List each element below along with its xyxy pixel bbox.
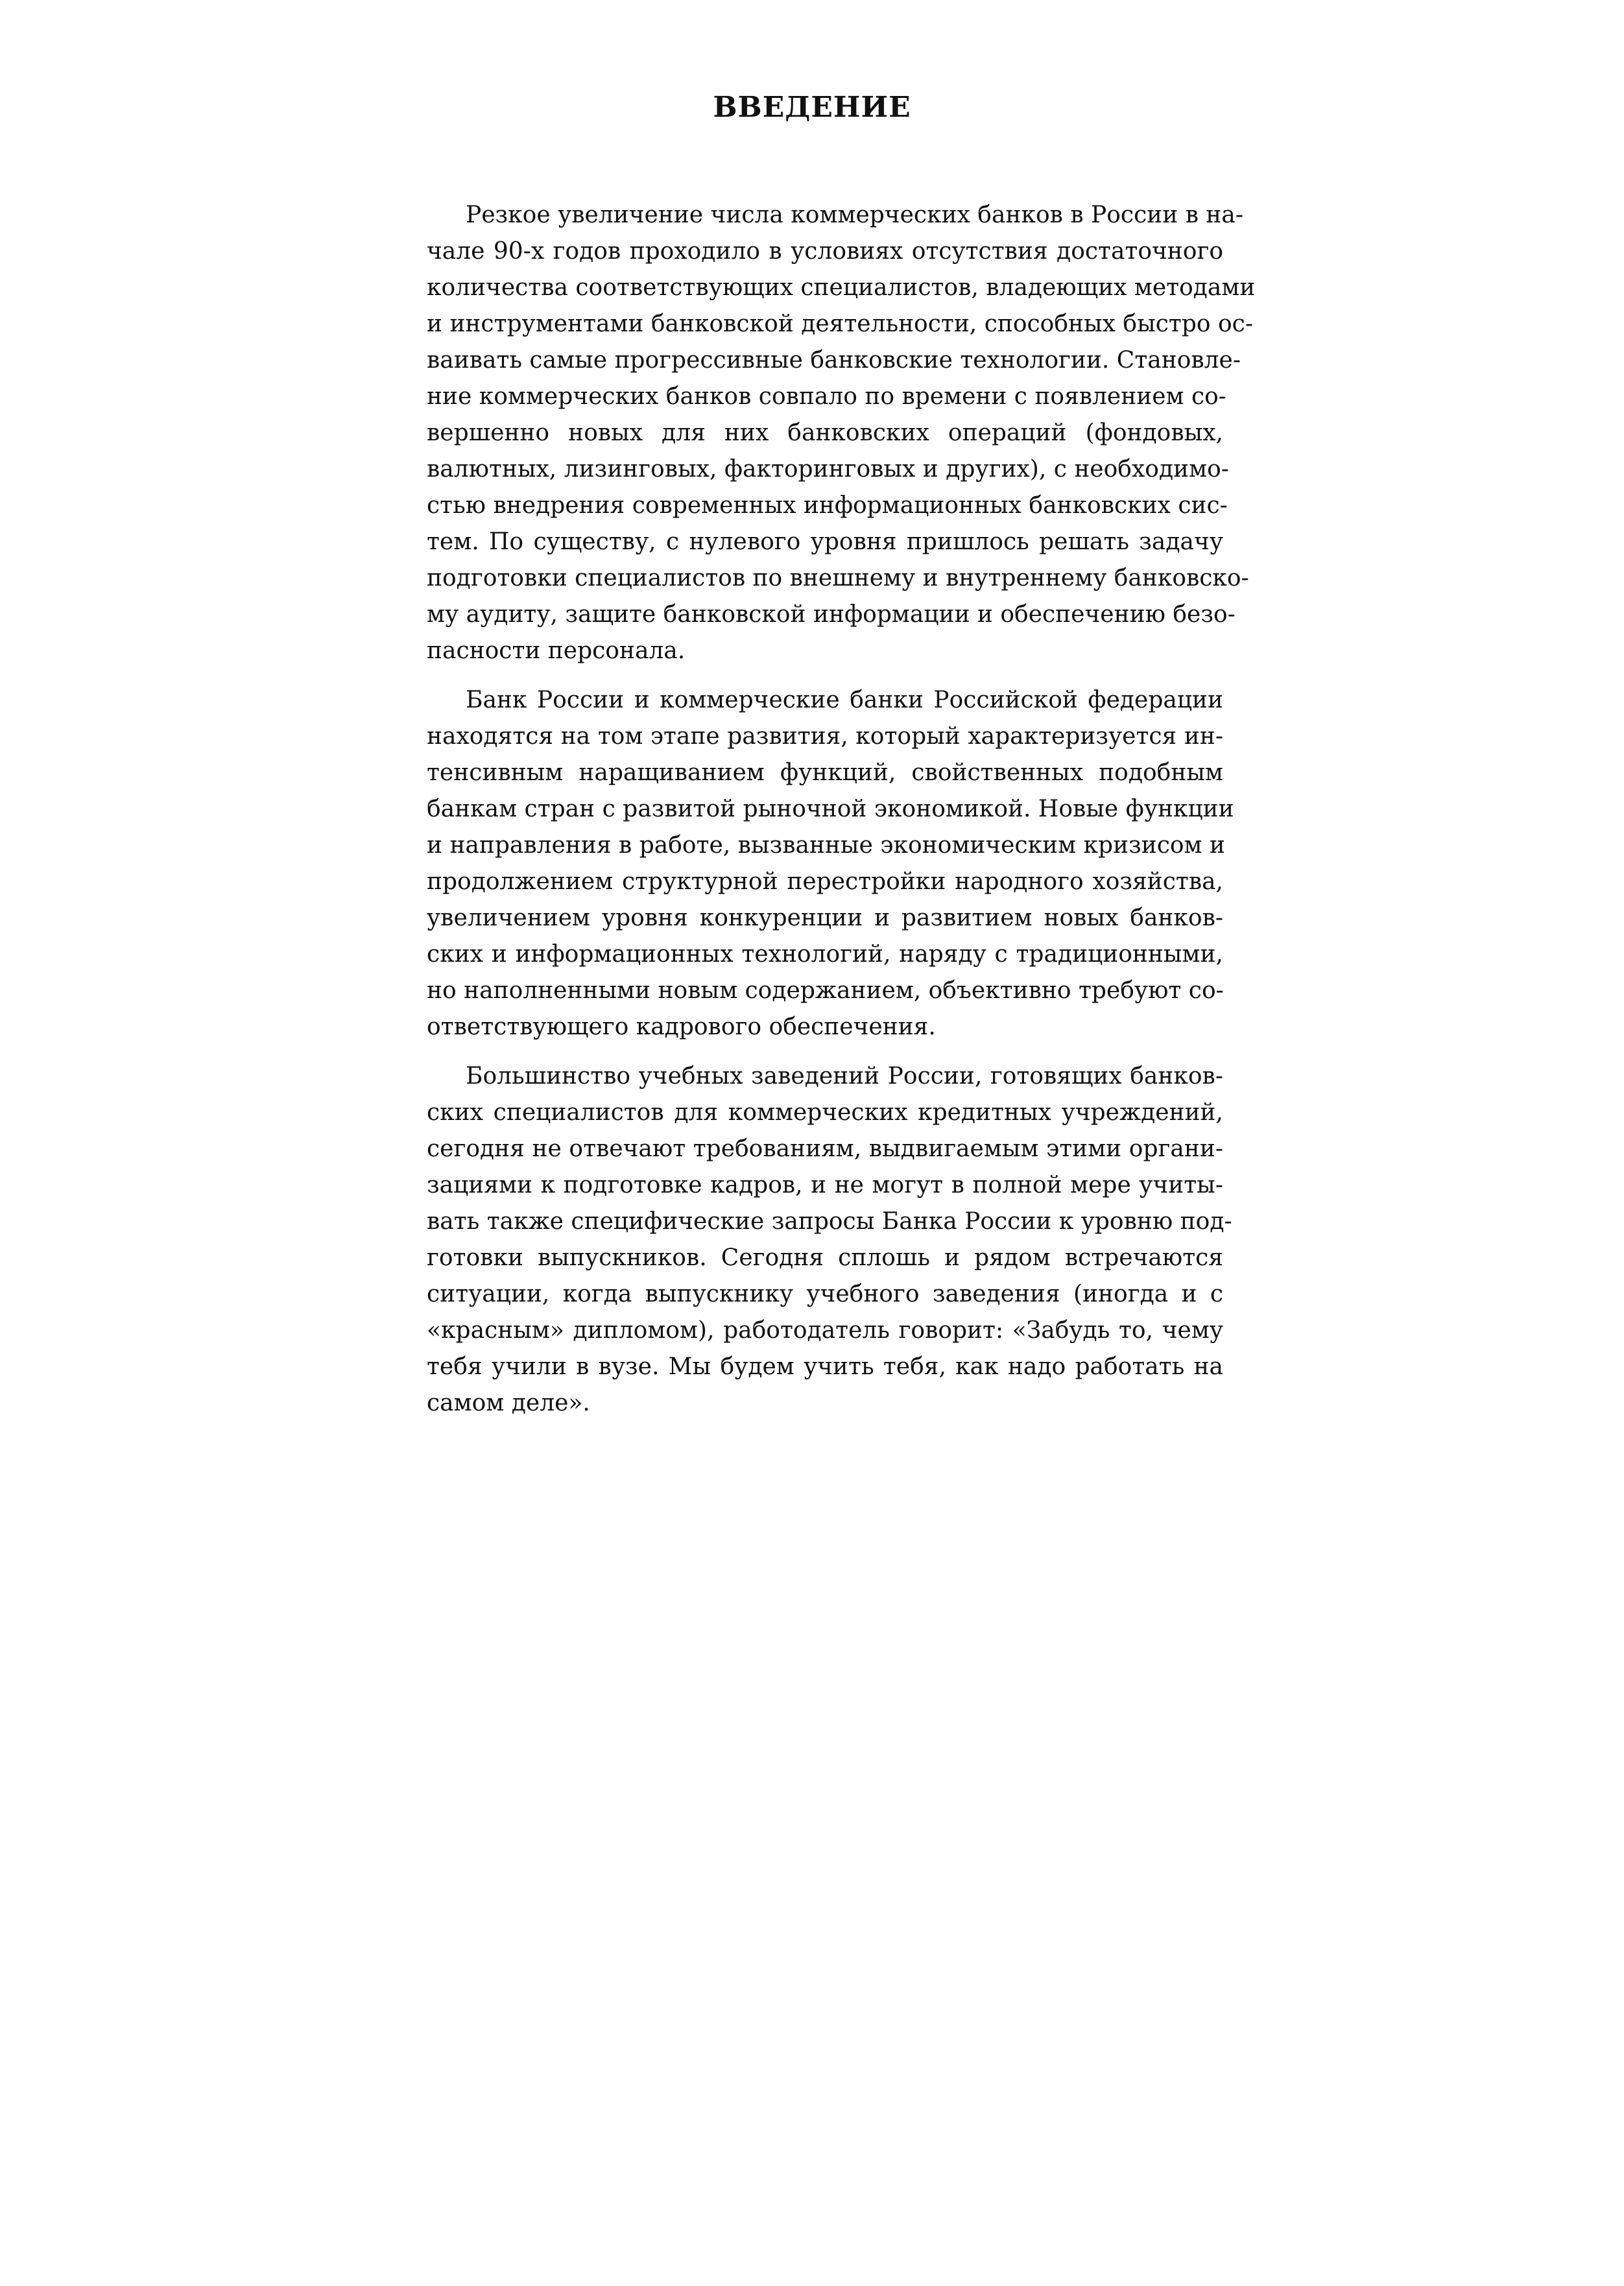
- text-line: тебя учили в вузе. Мы будем учить тебя, как надо работать на: [427, 1353, 1223, 1380]
- text-line: пасности персонала.: [427, 637, 686, 664]
- text-line: подготовки специалистов по внешнему и внутреннему банковско-: [427, 565, 1249, 591]
- text-line: готовки выпускников. Сегодня сплошь и рядом встречаются: [427, 1244, 1223, 1271]
- text-line: ских и информационных технологий, наряду с традиционными,: [427, 941, 1223, 968]
- text-line: вершенно новых для них банковских операций (фондовых,: [427, 420, 1223, 446]
- text-line: и направления в работе, вызванные экономическим кризисом и: [427, 832, 1225, 859]
- text-line: ситуации, когда выпускнику учебного заведения (иногда и с: [427, 1281, 1223, 1307]
- text-line: находятся на том этапе развития, который характеризуется ин-: [427, 723, 1223, 750]
- text-line: тенсивным наращиванием функций, свойственных подобным: [427, 759, 1223, 786]
- text-line: и инструментами банковской деятельности, способных быстро ос-: [427, 311, 1253, 337]
- paragraph-1: [427, 197, 1256, 669]
- text-line: стью внедрения современных информационных банковских сис-: [427, 492, 1228, 519]
- body-text: [427, 197, 1256, 1435]
- text-line: самом деле».: [427, 1390, 590, 1416]
- text-line: ских специалистов для коммерческих кредитных учреждений,: [427, 1099, 1223, 1126]
- text-line: ние коммерческих банков совпало по времени с появлением со-: [427, 383, 1226, 410]
- text-line: Банк России и коммерческие банки Российской федерации: [466, 687, 1223, 713]
- text-line: банкам стран с развитой рыночной экономикой. Новые функции: [427, 796, 1234, 822]
- text-line: «красным» дипломом), работодатель говорит: «Забудь то, чему: [427, 1317, 1223, 1344]
- text-line: му аудиту, защите банковской информации и обеспечению безо-: [427, 601, 1236, 628]
- text-line: но наполненными новым содержанием, объективно требуют со-: [427, 977, 1224, 1004]
- text-line: ваивать самые прогрессивные банковские технологии. Становле-: [427, 347, 1241, 374]
- text-line: количества соответствующих специалистов, владеющих методами: [427, 274, 1256, 301]
- text-line: чале 90-х годов проходило в условиях отсутствия достаточного: [427, 238, 1223, 265]
- text-line: вать также специфические запросы Банка России к уровню под-: [427, 1208, 1232, 1235]
- page-title: ВВЕДЕНИЕ: [713, 91, 911, 124]
- text-line: валютных, лизинговых, факторинговых и других), с необходимо-: [427, 456, 1229, 482]
- text-line: сегодня не отвечают требованиям, выдвигаемым этими органи-: [427, 1136, 1223, 1162]
- text-line: увеличением уровня конкуренции и развитием новых банков-: [427, 905, 1223, 931]
- text-line: ответствующего кадрового обеспечения.: [427, 1014, 936, 1040]
- paragraph-3: [427, 1058, 1232, 1422]
- text-line: Большинство учебных заведений России, готовящих банков-: [466, 1063, 1223, 1089]
- text-line: продолжением структурной перестройки народного хозяйства,: [427, 868, 1223, 895]
- text-line: Резкое увеличение числа коммерческих банков в России в на-: [466, 202, 1244, 228]
- text-line: зациями к подготовке кадров, и не могут в полной мере учиты-: [427, 1172, 1223, 1198]
- text-line: тем. По существу, с нулевого уровня пришлось решать задачу: [427, 529, 1223, 555]
- paragraph-2: [427, 682, 1234, 1045]
